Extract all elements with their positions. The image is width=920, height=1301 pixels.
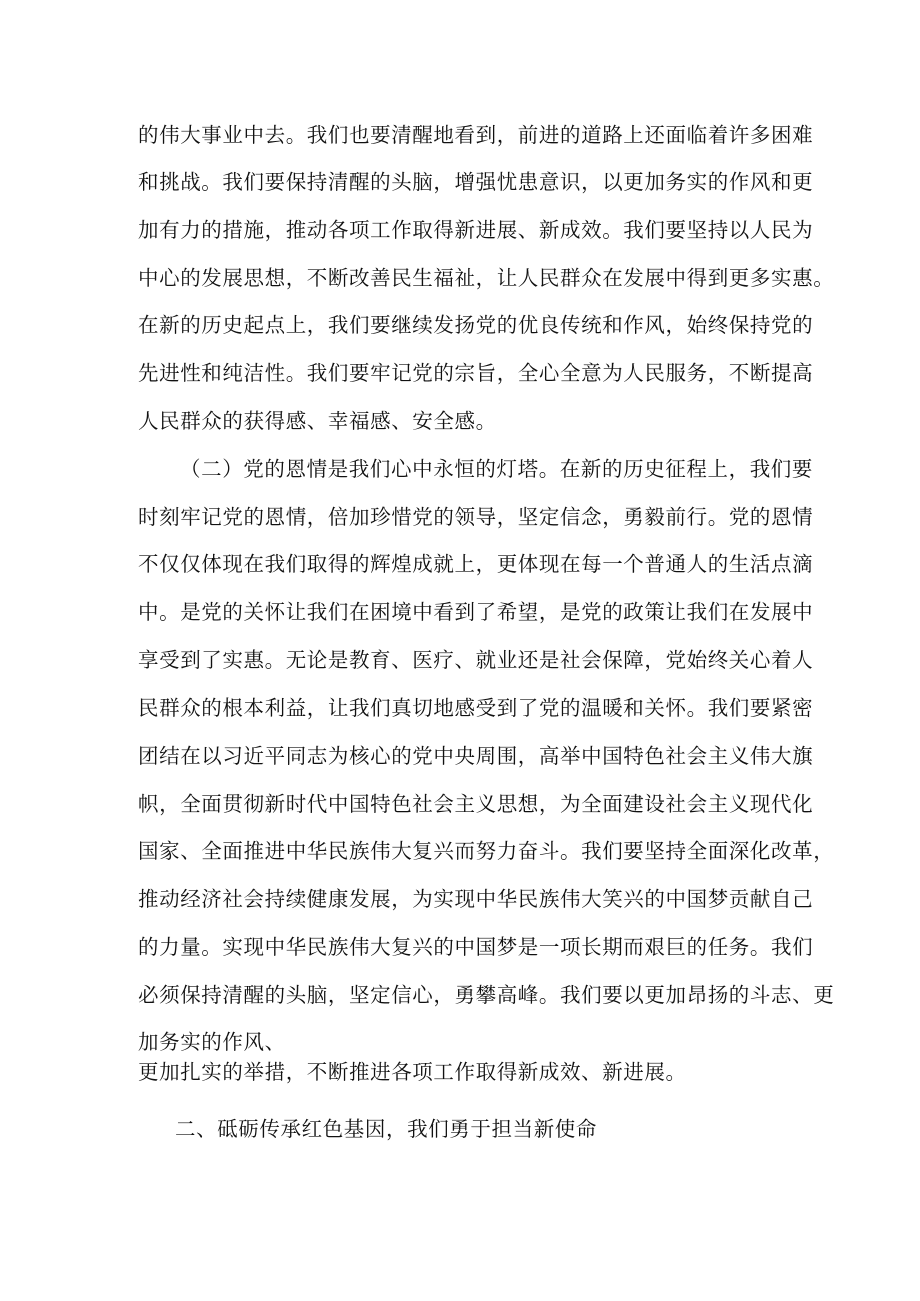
paragraph-line: 加有力的措施，推动各项工作取得新进展、新成效。我们要坚持以人民为 bbox=[138, 218, 814, 242]
paragraph-line: 必须保持清醒的头脑，坚定信心，勇攀高峰。我们要以更加昂扬的斗志、更 bbox=[138, 983, 835, 1007]
section-heading: 二、砥砺传承红色基因，我们勇于担当新使命 bbox=[175, 1117, 597, 1141]
paragraph-line: 推动经济社会持续健康发展，为实现中华民族伟大笑兴的中国梦贡献自己 bbox=[138, 887, 814, 911]
paragraph-line: 中。是党的关怀让我们在困境中看到了希望，是党的政策让我们在发展中 bbox=[138, 600, 814, 624]
paragraph-line: 中心的发展思想，不断改善民生福祉，让人民群众在发展中得到更多实惠。 bbox=[138, 266, 835, 290]
paragraph-line: 享受到了实惠。无论是教育、医疗、就业还是社会保障，党始终关心着人 bbox=[138, 648, 814, 672]
paragraph-line: 先进性和纯洁性。我们要牢记党的宗旨，全心全意为人民服务，不断提高 bbox=[138, 361, 814, 385]
paragraph-line: 人民群众的获得感、幸福感、安全感。 bbox=[138, 409, 497, 433]
subsection-heading-line: （二）党的恩情是我们心中永恒的灯塔。在新的历史征程上，我们要 bbox=[180, 457, 813, 481]
paragraph-line: 帜，全面贯彻新时代中国特色社会主义思想，为全面建设社会主义现代化 bbox=[138, 792, 814, 816]
paragraph-line: 民群众的根本利益，让我们真切地感受到了党的温暖和关怀。我们要紧密 bbox=[138, 696, 814, 720]
paragraph-line: 的伟大事业中去。我们也要清醒地看到，前进的道路上还面临着许多困难 bbox=[138, 123, 814, 147]
paragraph-line: 加务实的作风、 bbox=[138, 1030, 286, 1054]
paragraph-line: 更加扎实的举措，不断推进各项工作取得新成效、新进展。 bbox=[138, 1060, 687, 1084]
paragraph-line: 的力量。实现中华民族伟大复兴的中国梦是一项长期而艰巨的任务。我们 bbox=[138, 935, 814, 959]
paragraph-line: 国家、全面推进中华民族伟大复兴而努力奋斗。我们要坚持全面深化改革， bbox=[138, 839, 835, 863]
paragraph-line: 在新的历史起点上，我们要继续发扬党的优良传统和作风，始终保持党的 bbox=[138, 313, 814, 337]
paragraph-line: 不仅仅体现在我们取得的辉煌成就上，更体现在每一个普通人的生活点滴 bbox=[138, 552, 814, 576]
paragraph-line: 和挑战。我们要保持清醒的头脑，增强忧患意识，以更加务实的作风和更 bbox=[138, 170, 814, 194]
paragraph-line: 团结在以习近平同志为核心的党中央周围，高举中国特色社会主义伟大旗 bbox=[138, 744, 814, 768]
paragraph-line: 时刻牢记党的恩情，倍加珍惜党的领导，坚定信念，勇毅前行。党的恩情 bbox=[138, 505, 814, 529]
